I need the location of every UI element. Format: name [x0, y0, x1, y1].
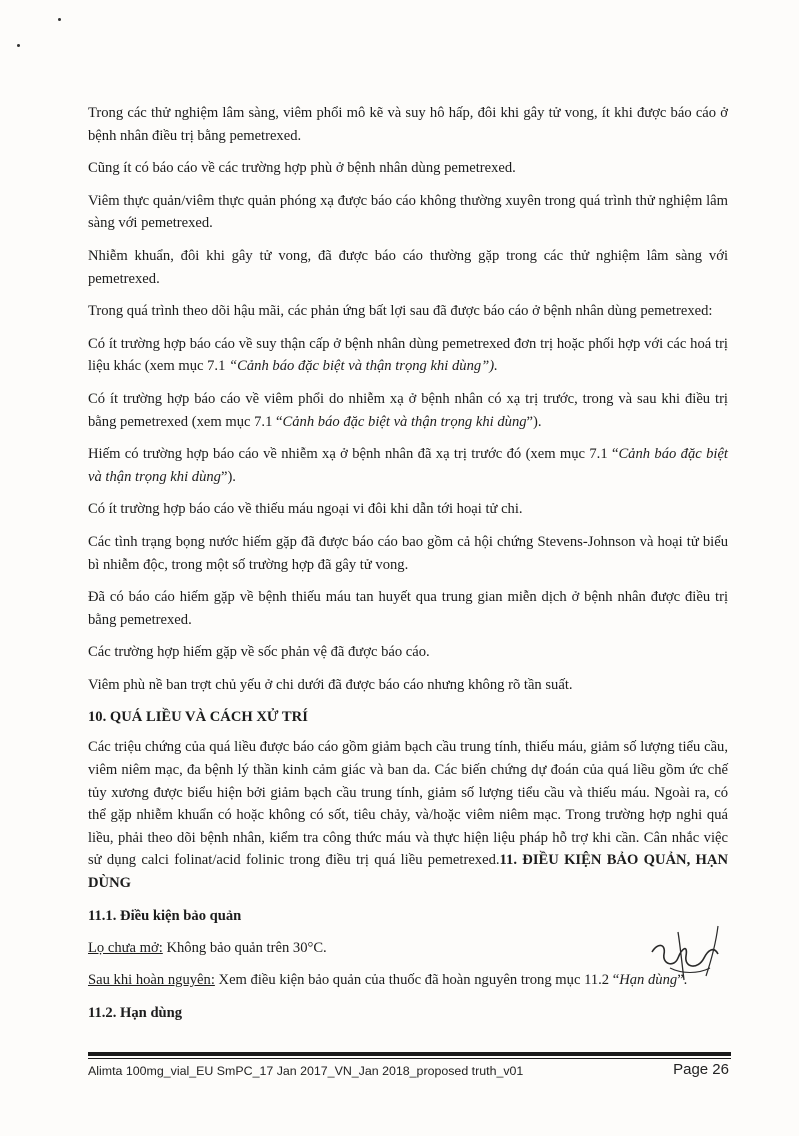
storage-unopened: Lọ chưa mở: Không bảo quản trên 30°C. [88, 939, 327, 956]
storage-reconstituted: Sau khi hoàn nguyên: Xem điều kiện bảo quản của thuốc đã hoàn nguyên trong mục 11.2 “Hạn dùng”. [88, 972, 688, 989]
paragraph: Các tình trạng bọng nước hiếm gặp đã được báo cáo bao gồm cả hội chứng Stevens-Johnson và hoại tử biểu bì nhiễm độc, trong một số trường hợp đã gây tử vong. [88, 533, 728, 573]
paragraph: Đã có báo cáo hiếm gặp về bệnh thiếu máu tan huyết qua trung gian miễn dịch ở bệnh nhân được điều trị bằng pemetrexed. [88, 589, 728, 628]
paragraph: Trong quá trình theo dõi hậu mãi, các phản ứng bất lợi sau đã được báo cáo ở bệnh nhân dùng pemetrexed: [88, 303, 713, 320]
paragraph: Trong các thử nghiệm lâm sàng, viêm phổi mô kẽ và suy hô hấp, đôi khi gây tử vong, ít khi được báo cáo ở bệnh nhân điều trị bằng pemetrexed. [88, 105, 728, 144]
paragraph: Có ít trường hợp báo cáo về suy thận cấp ở bệnh nhân dùng pemetrexed đơn trị hoặc phối hợp với các hoá trị liệu khác (xem mục 7.1 “Cảnh báo đặc biệt và thận trọng khi dùng”). [88, 335, 728, 375]
footer-rule [88, 1052, 731, 1056]
scan-speck [58, 18, 61, 21]
document-body [88, 102, 728, 1034]
section-11-heading: 11. ĐIỀU KIỆN BẢO QUẢN, HẠN DÙNG [88, 852, 728, 892]
paragraph: Nhiễm khuẩn, đôi khi gây tử vong, đã được báo cáo thường gặp trong các thử nghiệm lâm sàng với pemetrexed. [88, 247, 728, 287]
paragraph: Hiếm có trường hợp báo cáo về nhiễm xạ ở bệnh nhân đã xạ trị trước đó (xem mục 7.1 “Cảnh báo đặc biệt và thận trọng khi dùng”). [88, 446, 728, 485]
section-11-1-heading: 11.1. Điều kiện bảo quản [88, 907, 242, 924]
section-10-heading: 10. QUÁ LIỀU VÀ CÁCH XỬ TRÍ [88, 709, 308, 726]
section-10-body: Các triệu chứng của quá liều được báo cáo gồm giảm bạch cầu trung tính, thiếu máu, giảm số lượng tiểu cầu, viêm niêm mạc, đa bệnh lý thần kinh cảm giác và ban da. Các biến chứng dự đoán của quá liều gồm ức chế tủy xương được biểu hiện bởi giảm bạch cầu trung tính, giảm số lượng tiểu cầu và thiếu máu. Ngoài ra, có thể gặp nhiễm khuẩn có hoặc không có sốt, tiêu chảy, và/hoặc viêm niêm mạc. Trong trường hợp nghi quá liều, phải theo dõi bệnh nhân, kiểm tra công thức máu và thực hiện liệu pháp hỗ trợ khi cần. Cân nhắc việc sử dụng calci folinat/acid folinic trong điều trị quá liều pemetrexed.11. ĐIỀU KIỆN BẢO QUẢN, HẠN DÙNG [88, 739, 728, 892]
footer-rule-thin [88, 1058, 731, 1059]
paragraph: Các trường hợp hiếm gặp về sốc phản vệ đã được báo cáo. [88, 644, 430, 661]
section-11-2-heading: 11.2. Hạn dùng [88, 1004, 183, 1021]
footer-document-id: Alimta 100mg_vial_EU SmPC_17 Jan 2017_VN_Jan 2018_proposed truth_v01 [88, 1064, 524, 1078]
paragraph: Có ít trường hợp báo cáo về thiếu máu ngoại vi đôi khi dẫn tới hoại tử chi. [88, 501, 523, 518]
handwritten-signature [648, 924, 728, 984]
paragraph: Cũng ít có báo cáo về các trường hợp phù ở bệnh nhân dùng pemetrexed. [88, 160, 516, 177]
footer-page-number: Page 26 [673, 1061, 729, 1078]
paragraph: Viêm phù nề ban trợt chủ yếu ở chi dưới đã được báo cáo nhưng không rõ tần suất. [88, 676, 573, 693]
paragraph: Có ít trường hợp báo cáo về viêm phổi do nhiễm xạ ở bệnh nhân có xạ trị trước, trong và sau khi điều trị bằng pemetrexed (xem mục 7.1 “Cảnh báo đặc biệt và thận trọng khi dùng”). [88, 390, 728, 430]
paragraph: Viêm thực quản/viêm thực quản phóng xạ được báo cáo không thường xuyên trong quá trình thử nghiệm lâm sàng với pemetrexed. [88, 192, 728, 232]
scan-speck [17, 44, 20, 47]
